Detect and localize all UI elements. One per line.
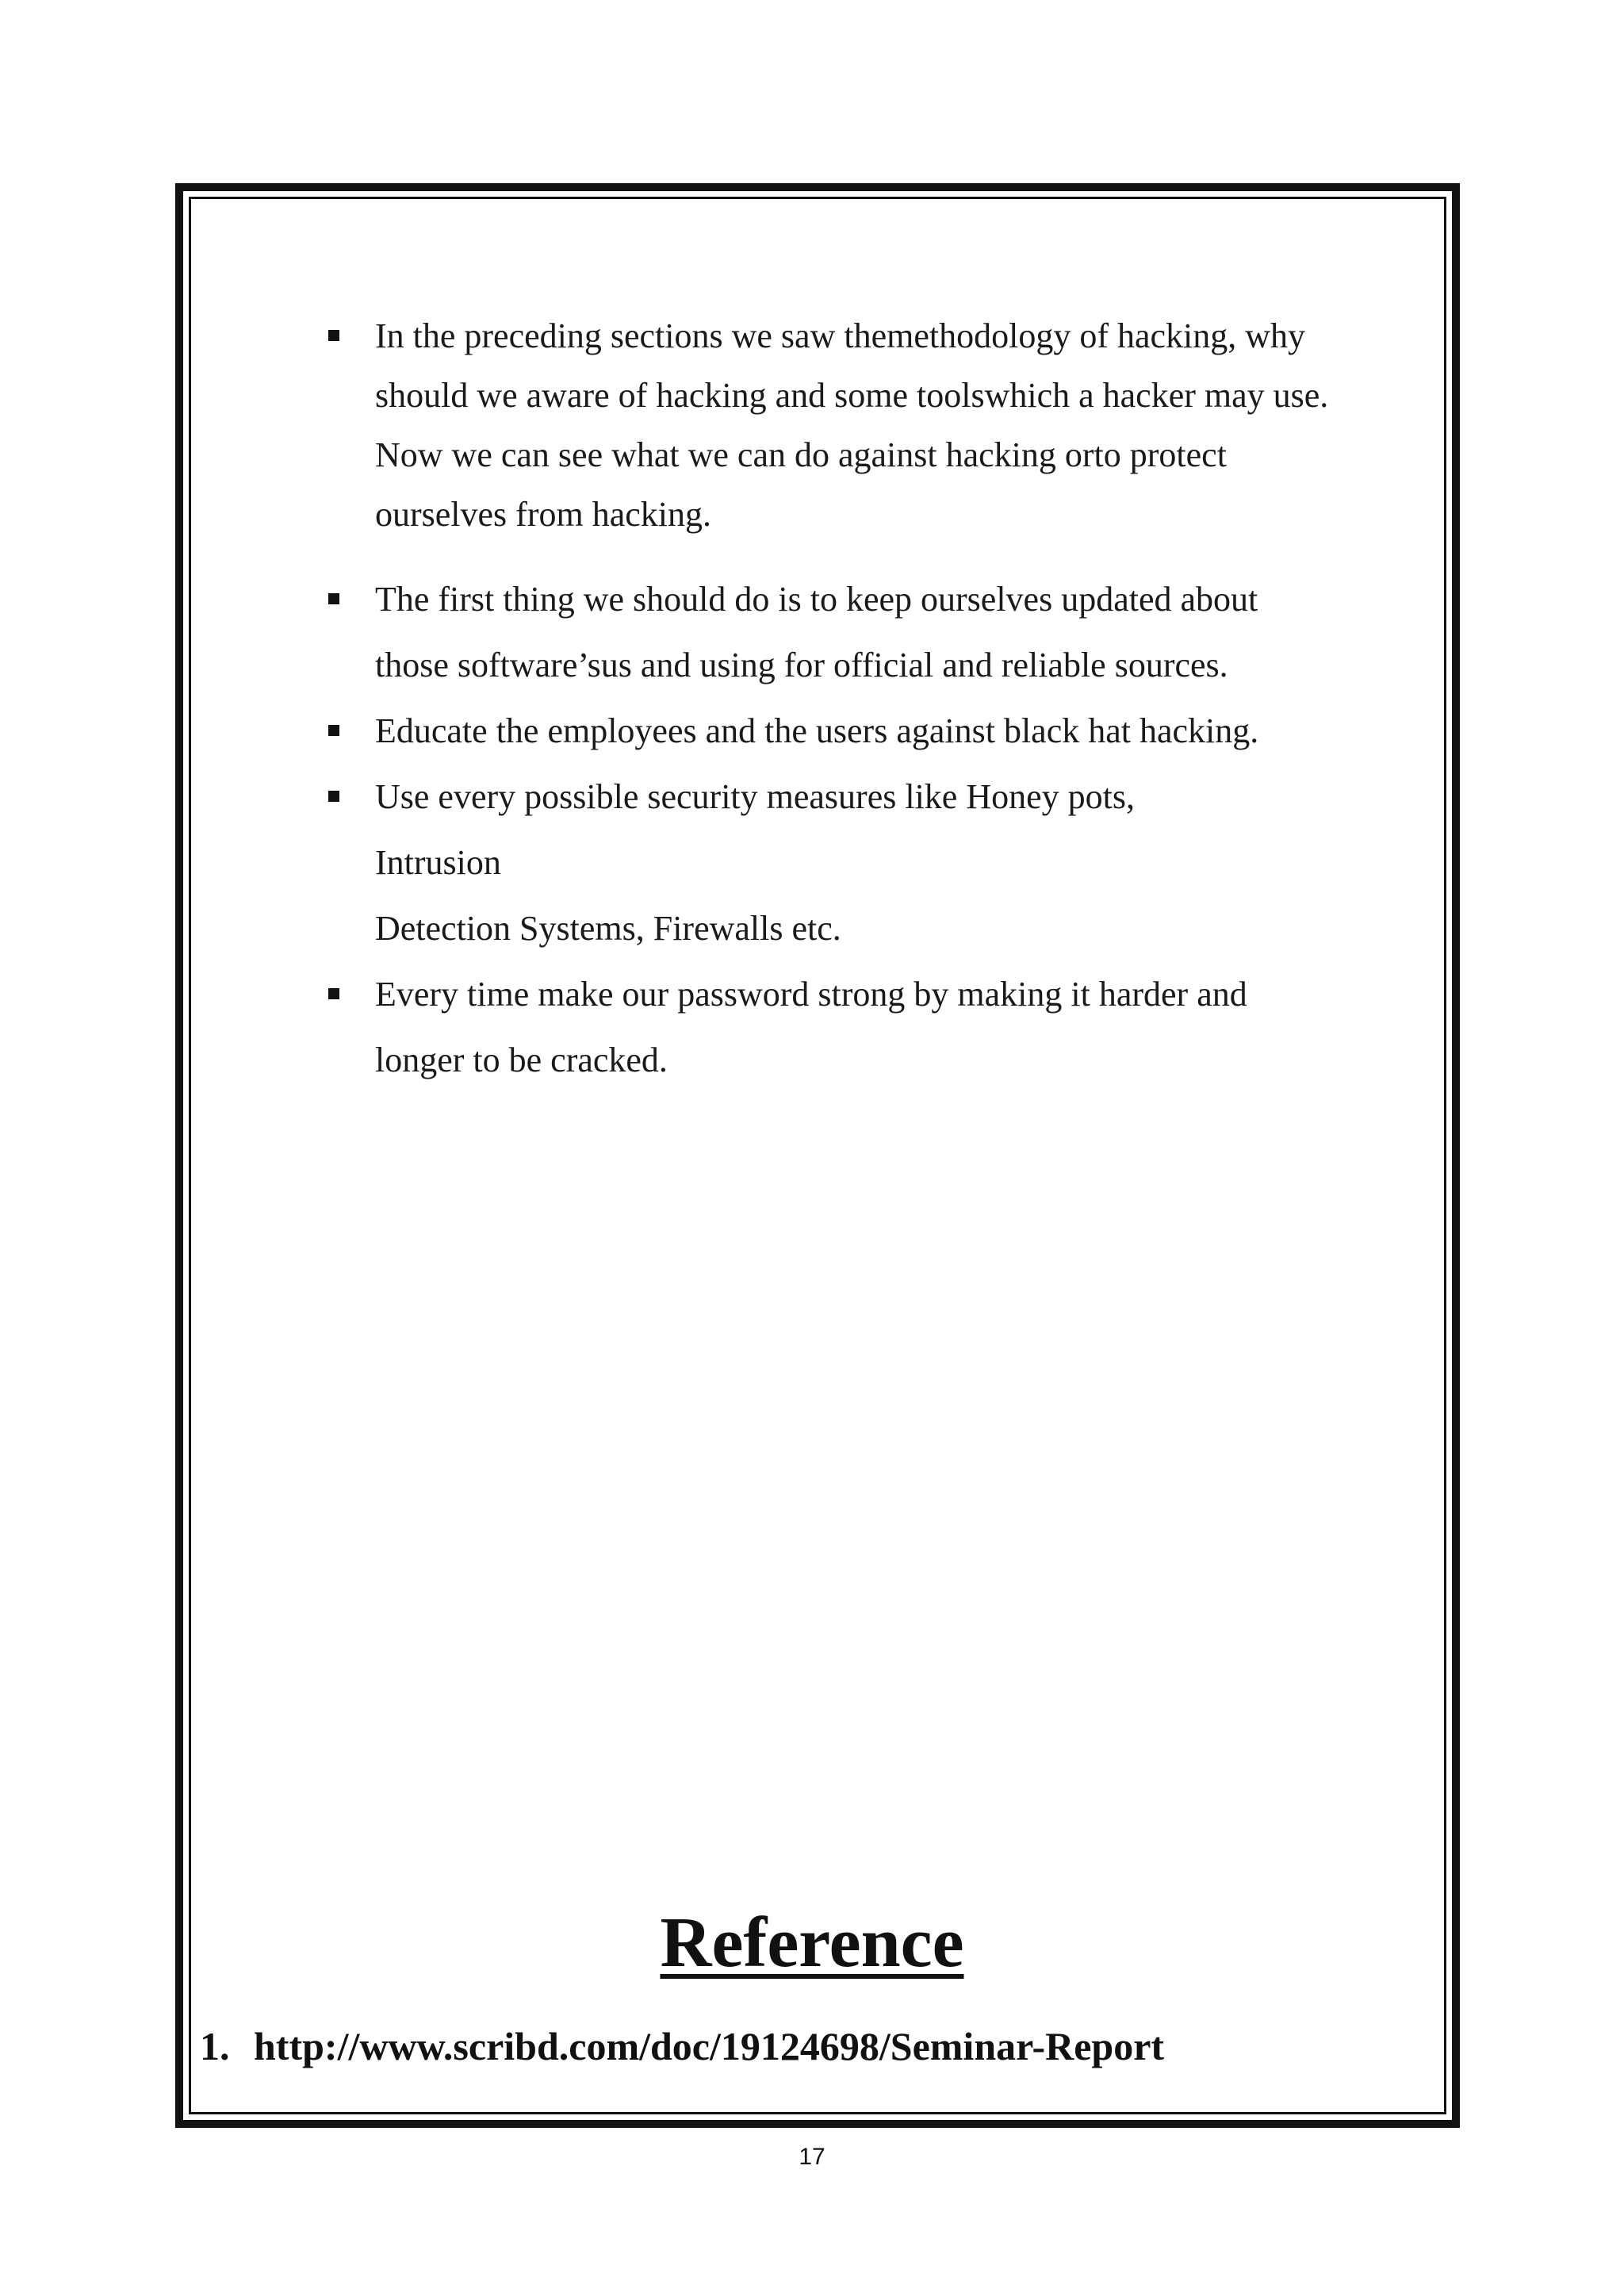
list-item: [375, 306, 1438, 544]
list-item-line: Use every possible security measures like Honey pots,: [375, 777, 1135, 816]
reference-url: http://www.scribd.com/doc/19124698/Seminar-Report: [254, 2024, 1165, 2068]
list-item-line: Intrusion: [375, 843, 501, 882]
reference-item: [200, 2018, 1164, 2074]
list-item-line: those software’sus and using for official and reliable sources.: [375, 646, 1228, 684]
square-bullet-icon: [328, 593, 339, 604]
list-item-line: longer to be cracked.: [375, 1041, 668, 1079]
page-number: 17: [799, 2144, 825, 2170]
list-item: [375, 698, 1438, 764]
list-item-line: In the preceding sections we saw themethodology of hacking, why: [375, 316, 1306, 355]
list-item-line: Now we can see what we can do against hacking orto protect: [375, 435, 1227, 474]
list-item-line: Detection Systems, Firewalls etc.: [375, 909, 841, 948]
list-item: [375, 764, 1438, 961]
reference-number: 1.: [200, 2024, 230, 2068]
list-item-line: The first thing we should do is to keep ourselves updated about: [375, 580, 1258, 619]
bullet-list: [375, 306, 1438, 1093]
reference-list: [200, 2018, 1164, 2074]
list-item-line: Every time make our password strong by making it harder and: [375, 975, 1247, 1014]
list-item-line: should we aware of hacking and some toolswhich a hacker may use.: [375, 376, 1329, 415]
square-bullet-icon: [328, 791, 339, 802]
square-bullet-icon: [328, 725, 339, 736]
square-bullet-icon: [328, 988, 339, 999]
square-bullet-icon: [328, 330, 339, 341]
list-item: [375, 566, 1438, 698]
list-item: [375, 961, 1438, 1093]
reference-heading: Reference: [660, 1903, 964, 1982]
list-item-line: Educate the employees and the users against black hat hacking.: [375, 711, 1259, 750]
list-item-line: ourselves from hacking.: [375, 495, 711, 534]
